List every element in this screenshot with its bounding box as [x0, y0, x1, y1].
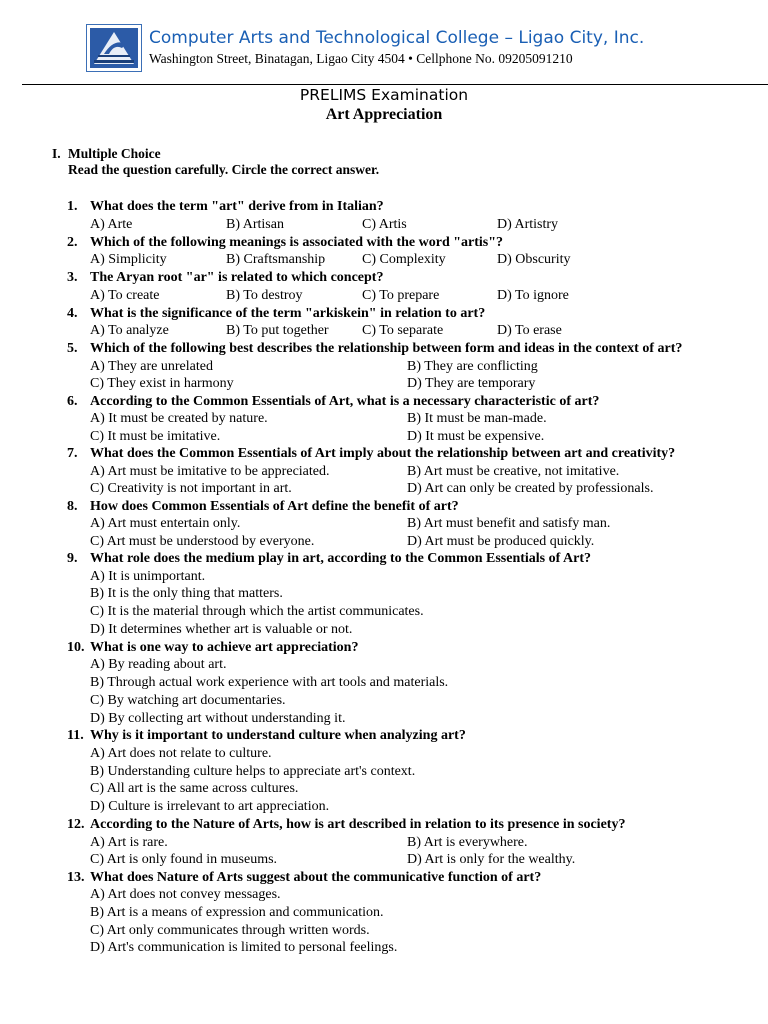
college-address: Washington Street, Binatagan, Ligao City 4504 • Cellphone No. 09205091210 — [149, 51, 573, 66]
college-name: Computer Arts and Technological College – Ligao City, Inc. — [149, 28, 645, 48]
question-11 — [0, 727, 768, 816]
header-divider — [22, 84, 768, 85]
question-text: What does the Common Essentials of Art imply about the relationship between art and creativity? — [90, 446, 676, 461]
option-d[interactable]: D) Obscurity — [497, 252, 571, 267]
option-a[interactable]: A) Art does not relate to culture. — [90, 745, 272, 761]
option-b[interactable]: B) It is the only thing that matters. — [90, 586, 283, 602]
option-a[interactable]: A) To create — [90, 287, 160, 303]
section-title: Multiple Choice — [68, 146, 161, 161]
question-7 — [0, 445, 768, 498]
question-text: How does Common Essentials of Art define the benefit of art? — [90, 498, 459, 514]
college-logo — [86, 24, 142, 72]
option-d[interactable]: D) Art is only for the wealthy. — [407, 852, 576, 868]
option-a[interactable]: A) By reading about art. — [90, 657, 227, 673]
option-d[interactable]: D) Art can only be created by professionals. — [407, 481, 654, 496]
question-number: 12. — [67, 817, 85, 833]
question-text: According to the Common Essentials of Art, what is a necessary characteristic of art? — [90, 393, 600, 409]
question-number: 4. — [67, 305, 78, 321]
option-c[interactable]: C) By watching art documentaries. — [90, 692, 286, 708]
option-c[interactable]: C) Art must be understood by everyone. — [90, 533, 315, 549]
option-d[interactable]: D) It must be expensive. — [407, 428, 545, 444]
option-c[interactable]: C) All art is the same across cultures. — [90, 781, 299, 797]
option-b[interactable]: B) To destroy — [226, 287, 303, 303]
option-d[interactable]: D) To ignore — [497, 287, 569, 303]
question-text: According to the Nature of Arts, how is art described in relation to its presence in society? — [90, 817, 626, 833]
question-text: The Aryan root "ar" is related to which concept? — [90, 270, 384, 285]
option-a[interactable]: A) It is unimportant. — [90, 568, 206, 584]
option-b[interactable]: B) Through actual work experience with art tools and materials. — [90, 674, 449, 690]
question-text: What role does the medium play in art, according to the Common Essentials of Art? — [90, 551, 591, 566]
question-13 — [0, 869, 768, 958]
option-b[interactable]: B) Art is everywhere. — [407, 834, 528, 850]
question-list — [0, 198, 768, 957]
option-d[interactable]: D) Culture is irrelevant to art appreciation. — [90, 799, 330, 815]
option-d[interactable]: D) It determines whether art is valuable or not. — [90, 621, 353, 637]
question-text: What is one way to achieve art appreciation? — [90, 639, 359, 655]
option-b[interactable]: B) To put together — [226, 323, 329, 338]
option-d[interactable]: D) To erase — [497, 323, 562, 338]
option-c[interactable]: C) Complexity — [362, 252, 446, 267]
section-number: I. — [52, 146, 61, 161]
option-b[interactable]: B) Craftsmanship — [226, 252, 326, 267]
question-3 — [0, 269, 768, 305]
option-c[interactable]: C) Creativity is not important in art. — [90, 481, 292, 496]
option-b[interactable]: B) Art is a means of expression and communication. — [90, 904, 384, 920]
question-text: What does the term "art" derive from in Italian? — [90, 199, 384, 214]
option-a[interactable]: A) They are unrelated — [90, 358, 213, 374]
option-b[interactable]: B) Artisan — [226, 216, 284, 232]
question-2 — [0, 234, 768, 270]
question-number: 11. — [67, 728, 84, 744]
option-a[interactable]: A) Art must entertain only. — [90, 516, 241, 531]
option-b[interactable]: B) Art must be creative, not imitative. — [407, 463, 620, 479]
option-c[interactable]: C) Artis — [362, 216, 407, 232]
section-instructions: Read the question carefully. Circle the correct answer. — [68, 162, 380, 177]
option-d[interactable]: D) Artistry — [497, 216, 559, 232]
option-b[interactable]: B) Art must benefit and satisfy man. — [407, 516, 611, 531]
question-number: 1. — [67, 199, 78, 214]
question-number: 2. — [67, 234, 78, 250]
question-10 — [0, 639, 768, 728]
question-number: 3. — [67, 270, 78, 285]
option-a[interactable]: A) Arte — [90, 216, 133, 232]
option-c[interactable]: C) It is the material through which the artist communicates. — [90, 604, 424, 620]
option-b[interactable]: B) Understanding culture helps to appreciate art's context. — [90, 763, 416, 779]
option-c[interactable]: C) Art is only found in museums. — [90, 852, 278, 868]
question-text: What does Nature of Arts suggest about the communicative function of art? — [90, 869, 542, 885]
document-header — [0, 0, 768, 86]
question-text: Why is it important to understand culture when analyzing art? — [90, 728, 466, 744]
option-d[interactable]: D) By collecting art without understanding it. — [90, 710, 346, 726]
question-text: Which of the following meanings is associated with the word "artis"? — [90, 234, 503, 250]
exam-title: PRELIMS Examination — [299, 86, 469, 104]
question-number: 13. — [67, 869, 85, 885]
question-number: 5. — [67, 341, 78, 356]
question-number: 7. — [67, 446, 78, 461]
question-6 — [0, 393, 768, 446]
question-8 — [0, 498, 768, 551]
question-number: 6. — [67, 393, 78, 409]
option-c[interactable]: C) It must be imitative. — [90, 428, 221, 444]
option-c[interactable]: C) Art only communicates through written words. — [90, 922, 370, 938]
option-d[interactable]: D) Art must be produced quickly. — [407, 533, 595, 549]
option-d[interactable]: D) Art's communication is limited to personal feelings. — [90, 940, 398, 956]
question-9 — [0, 550, 768, 639]
question-1 — [0, 198, 768, 234]
section-heading — [52, 146, 379, 178]
question-12 — [0, 816, 768, 869]
option-b[interactable]: B) They are conflicting — [407, 358, 538, 374]
question-number: 10. — [67, 639, 85, 655]
question-text: What is the significance of the term "arkiskein" in relation to art? — [90, 305, 486, 321]
exam-subject: Art Appreciation — [325, 106, 443, 123]
option-b[interactable]: B) It must be man-made. — [407, 411, 547, 426]
option-c[interactable]: C) They exist in harmony — [90, 376, 234, 391]
question-text: Which of the following best describes the relationship between form and ideas in the context of art? — [90, 341, 683, 356]
question-4 — [0, 305, 768, 341]
option-d[interactable]: D) They are temporary — [407, 376, 536, 391]
question-number: 8. — [67, 498, 78, 514]
option-a[interactable]: A) Art must be imitative to be appreciated. — [90, 463, 330, 479]
option-a[interactable]: A) Simplicity — [90, 252, 167, 267]
option-a[interactable]: A) Art is rare. — [90, 834, 168, 850]
option-c[interactable]: C) To separate — [362, 323, 444, 338]
option-c[interactable]: C) To prepare — [362, 287, 440, 303]
question-number: 9. — [67, 551, 78, 566]
question-5 — [0, 340, 768, 393]
option-a[interactable]: A) To analyze — [90, 323, 169, 338]
option-a[interactable]: A) Art does not convey messages. — [90, 887, 281, 903]
option-a[interactable]: A) It must be created by nature. — [90, 411, 268, 426]
